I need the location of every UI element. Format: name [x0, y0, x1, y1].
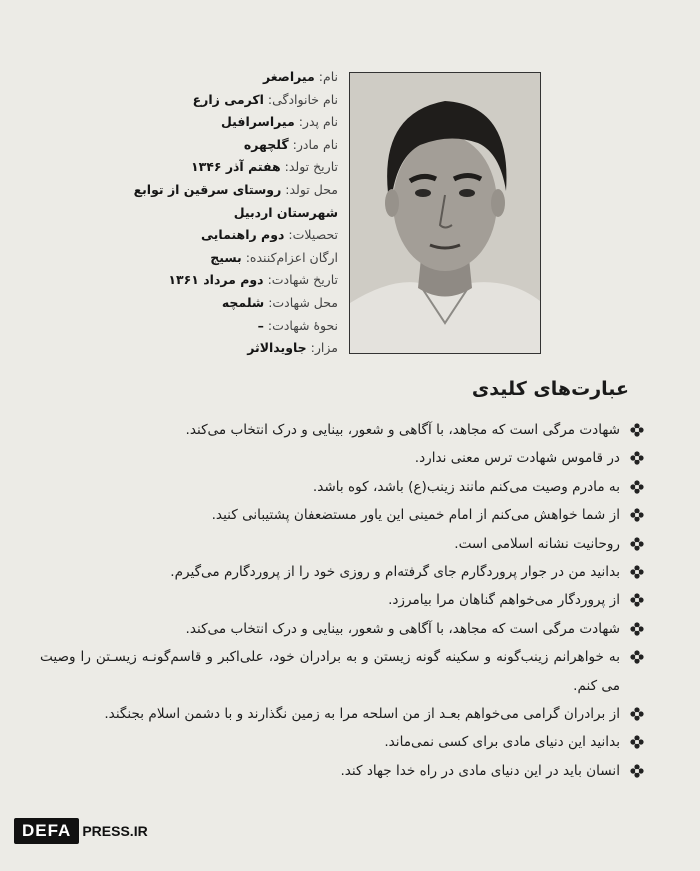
- flower-bullet-icon: [626, 728, 644, 756]
- logo-press-text: PRESS.IR: [82, 823, 148, 839]
- bio-row-martyrdom-place: [88, 292, 338, 315]
- bio-row-birth-place: [88, 179, 338, 224]
- key-phrase-text: شهادت مرگی است که مجاهد، با آگاهی و شعور، بینایی و درک انتخاب می‌کند.: [185, 620, 620, 637]
- flower-bullet-icon: [626, 700, 644, 728]
- bio-row-martyrdom-date: [88, 269, 338, 292]
- bio-row-burial-place: [88, 337, 338, 360]
- key-phrase-text: در قاموس شهادت ترس معنی ندارد.: [414, 450, 620, 467]
- bio-value: میراصغر: [262, 69, 315, 84]
- bio-value: دوم مرداد ۱۳۶۱: [168, 272, 264, 288]
- defapress-watermark-logo: [14, 818, 148, 844]
- key-phrase-text: شهادت مرگی است که مجاهد، با آگاهی و شعور، بینایی و درک انتخاب می‌کند.: [185, 422, 620, 438]
- bio-value: میراسرافیل: [221, 114, 295, 130]
- list-item: [40, 728, 644, 756]
- bio-label: تاریخ تولد:: [284, 159, 338, 175]
- bio-label: محل شهادت:: [268, 294, 338, 310]
- bio-row-dispatching-org: [88, 247, 338, 270]
- bio-value: جاویدالاثر: [247, 340, 307, 356]
- key-phrase-text: از پروردگار می‌خواهم گناهان مرا بیامرزد.: [388, 592, 620, 609]
- key-phrase-text: بدانید این دنیای مادی برای کسی نمی‌ماند.: [384, 734, 620, 751]
- logo-defa-text: DEFA: [14, 818, 79, 844]
- bio-label: نام خانوادگی:: [267, 91, 338, 107]
- key-phrase-text: از برادران گرامی می‌خواهم بعـد از من اسلحه مرا به زمین نگذارند و با دشمن اسلام بجنگند.: [104, 706, 620, 723]
- flower-bullet-icon: [626, 530, 644, 558]
- bio-row-education: [88, 224, 338, 247]
- bio-value: اکرمی زارع: [192, 91, 264, 107]
- bio-label: نام مادر:: [292, 136, 338, 152]
- bio-value: بسیج: [210, 249, 242, 265]
- bio-value: روستای سرقین از توابع شهرستان اردبیل: [133, 181, 338, 220]
- bio-value: دوم راهنمایی: [201, 227, 285, 243]
- key-phrase-text: انسان باید در این دنیای مادی در راه خدا جهاد کند.: [340, 762, 620, 779]
- bio-label: ارگان اعزام‌کننده:: [245, 249, 338, 265]
- bio-label: نام:: [318, 69, 338, 84]
- section-title: عبارت‌های کلیدی: [471, 378, 629, 400]
- flower-bullet-icon: [626, 444, 644, 472]
- bio-value: گلچهره: [243, 136, 289, 152]
- bio-details: [88, 66, 338, 360]
- portrait-illustration: [350, 73, 540, 353]
- bio-label: تاریخ شهادت:: [267, 272, 338, 288]
- flower-bullet-icon: [626, 558, 644, 586]
- key-phrase-text: به خواهرانم زینب‌گونه و سکینه گونه زیستن و به برادران خود، علی‌اکبر و قاسم‌گونـه زیسـتن را وصیت می کنم.: [40, 649, 620, 694]
- flower-bullet-icon: [626, 416, 644, 444]
- list-item: [40, 643, 644, 700]
- flower-bullet-icon: [626, 643, 644, 671]
- list-item: [40, 558, 644, 586]
- flower-bullet-icon: [626, 473, 644, 501]
- bio-value: –: [257, 317, 264, 333]
- list-item: [40, 700, 644, 728]
- list-item: [40, 615, 644, 643]
- key-phrase-text: روحانیت نشانه اسلامی است.: [454, 535, 620, 552]
- martyr-portrait-photo: [349, 72, 541, 354]
- flower-bullet-icon: [626, 586, 644, 614]
- list-item: [40, 416, 644, 444]
- bio-label: نحوهٔ شهادت:: [267, 317, 338, 333]
- list-item: [40, 757, 644, 785]
- bio-value: هفتم آذر ۱۳۴۶: [190, 159, 281, 175]
- key-phrase-text: از شما خواهش می‌کنم از امام خمینی این یاور مستضعفان پشتیبانی کنید.: [211, 507, 620, 524]
- bio-row-birth-date: [88, 156, 338, 179]
- list-item: [40, 586, 644, 614]
- bio-row-martyrdom-manner: [88, 315, 338, 338]
- flower-bullet-icon: [626, 501, 644, 529]
- list-item: [40, 530, 644, 558]
- key-phrases-list: [40, 416, 644, 785]
- bio-label: محل تولد:: [285, 181, 338, 197]
- bio-label: نام پدر:: [298, 114, 338, 130]
- bio-label: مزار:: [310, 340, 338, 356]
- bio-label: تحصیلات:: [288, 227, 338, 243]
- bio-row-father-name: [88, 111, 338, 134]
- bio-row-last-name: [88, 89, 338, 112]
- key-phrase-text: بدانید من در جوار پروردگارم جای گرفته‌ام و روزی خود را از پروردگارم می‌گیرم.: [170, 564, 620, 581]
- list-item: [40, 444, 644, 472]
- key-phrase-text: به مادرم وصیت می‌کنم مانند زینب(ع) باشد، کوه باشد.: [312, 478, 620, 495]
- list-item: [40, 501, 644, 529]
- bio-row-mother-name: [88, 134, 338, 157]
- bio-row-first-name: [88, 66, 338, 89]
- list-item: [40, 473, 644, 501]
- flower-bullet-icon: [626, 615, 644, 643]
- flower-bullet-icon: [626, 757, 644, 785]
- bio-value: شلمچه: [221, 294, 265, 310]
